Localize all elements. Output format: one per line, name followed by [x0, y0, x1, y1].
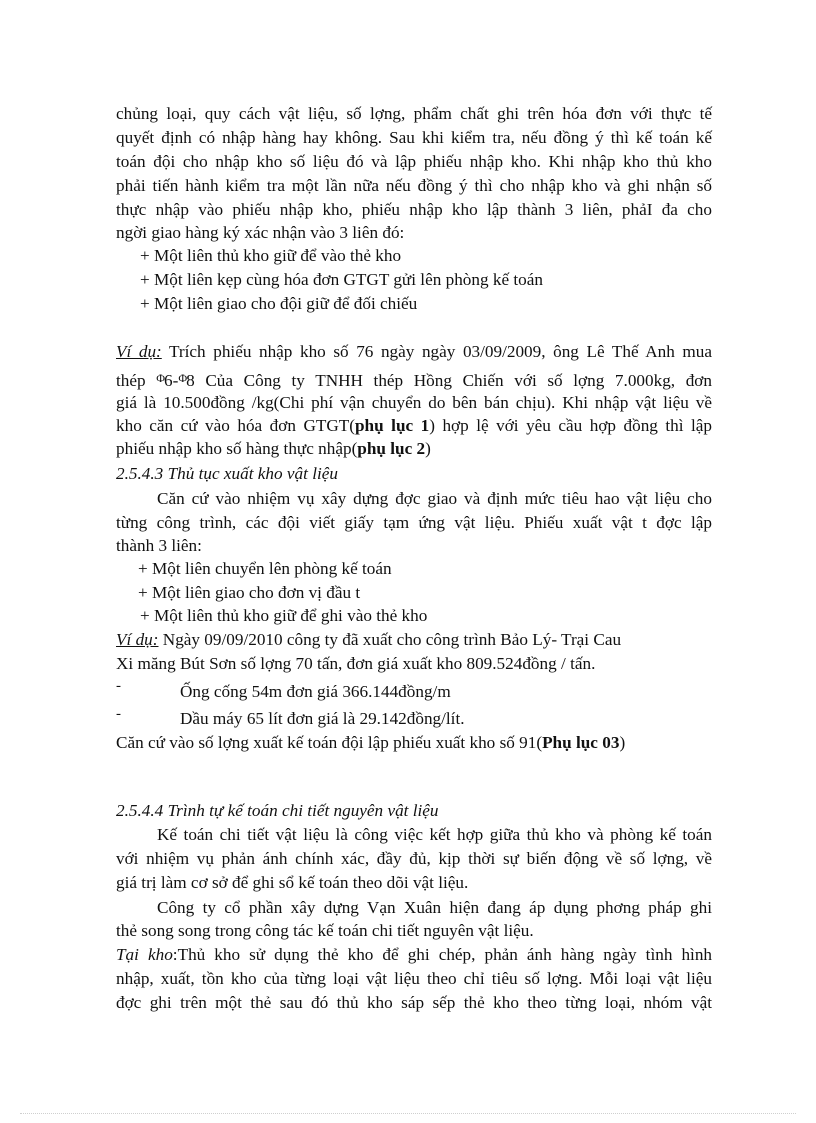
text-line: Công ty cổ phần xây dựng Vạn Xuân hiện đang áp dụng phơng pháp ghi: [157, 898, 712, 917]
text-line: toán đội cho nhập kho số liệu đó và lập phiếu nhập kho. Khi nhập kho thủ kho: [116, 152, 712, 171]
inline-label: Tại kho: [116, 945, 173, 964]
text-line: giá trị làm cơ sở để ghi sổ kế toán theo dõi vật liệu.: [116, 873, 469, 892]
example-label: Ví dụ:: [116, 630, 159, 649]
text-line: thành 3 liên:: [116, 536, 202, 555]
section-heading: 2.5.4.4 Trình tự kế toán chi tiết nguyên vật liệu: [116, 801, 439, 820]
example-text: thép: [116, 371, 157, 390]
example-line: [116, 437, 712, 461]
example-text: kho căn cứ vào hóa đơn GTGT(: [116, 416, 355, 435]
appendix-ref: phụ lục 2: [357, 439, 426, 458]
example-text: Ngày 09/09/2010 công ty đã xuất cho công trình Bảo Lý- Trại Cau: [158, 630, 622, 649]
text-span: :Thủ kho sử dụng thẻ kho để ghi chép, phản ánh hàng ngày tình hình: [172, 945, 713, 964]
text-line: [116, 731, 712, 755]
example-line: giá là 10.500đồng /kg(Chi phí vận chuyển do bên bán chịu). Khi nhập vật liệu về: [116, 393, 712, 412]
text-line: với nhiệm vụ phản ánh chính xác, đầy đủ, kịp thời sự biến động về số lợng, về: [116, 849, 712, 868]
dash-item: Dầu máy 65 lít đơn giá là 29.142đồng/lít.: [180, 709, 465, 728]
list-item: + Một liên giao cho đơn vị đầu t: [138, 583, 361, 602]
appendix-ref: phụ lục 1: [355, 416, 430, 435]
text-line: ngời giao hàng ký xác nhận vào 3 liên đó:: [116, 223, 405, 242]
text-span: ): [619, 733, 626, 752]
list-item: + Một liên thủ kho giữ để vào thẻ kho: [140, 246, 402, 265]
dash-marker: -: [116, 706, 121, 722]
appendix-ref: Phụ lục 03: [542, 733, 620, 752]
example-line: [116, 628, 712, 652]
dash-item: Ống cống 54m đơn giá 366.144đồng/m: [180, 682, 451, 701]
text-line: Kế toán chi tiết vật liệu là công việc kết hợp giữa thủ kho và phòng kế toán: [157, 825, 712, 844]
section-heading: 2.5.4.3 Thủ tục xuất kho vật liệu: [116, 464, 338, 483]
text-line: thẻ song song trong công tác kế toán chi tiết nguyên vật liệu.: [116, 921, 534, 940]
text-line: chủng loại, quy cách vật liệu, số lợng, phẩm chất ghi trên hóa đơn với thực tế: [116, 104, 712, 123]
example-line: Xi măng Bút Sơn số lợng 70 tấn, đơn giá xuất kho 809.524đồng / tấn.: [116, 654, 596, 673]
list-item: + Một liên giao cho đội giữ để đối chiếu: [140, 294, 418, 313]
example-text: ) hợp lệ với yêu cầu hợp đồng thì lập: [429, 416, 713, 435]
example-text: 6-: [164, 371, 179, 390]
example-line: [116, 340, 712, 364]
text-line: từng công trình, các đội viết giấy tạm ứng vật liệu. Phiếu xuất vật t đợc lập: [116, 513, 712, 532]
list-item: + Một liên thủ kho giữ để ghi vào thẻ kho: [140, 606, 428, 625]
list-item: + Một liên kẹp cùng hóa đơn GTGT gửi lên phòng kế toán: [140, 270, 543, 289]
text-line: quyết định có nhập hàng hay không. Sau khi kiểm tra, nếu đồng ý thì kế toán kế: [116, 128, 712, 147]
example-text: phiếu nhập kho số hàng thực nhập(: [116, 439, 358, 458]
dash-marker: -: [116, 678, 121, 694]
text-line: phải tiến hành kiểm tra một lần nữa nếu đồng ý thì cho nhập kho và ghi nhận số: [116, 176, 712, 195]
example-line: [116, 366, 712, 393]
text-line: nhập, xuất, tồn kho của từng loại vật liệu theo chỉ tiêu số lợng. Mỗi loại vật liệu: [116, 969, 712, 988]
example-text: Trích phiếu nhập kho số 76 ngày ngày 03/09/2009, ông Lê Thế Anh mua: [161, 342, 712, 361]
example-text: 8 Của Công ty TNHH thép Hồng Chiến với số lợng 7.000kg, đơn: [186, 371, 712, 390]
text-line: đợc ghi trên một thẻ sau đó thủ kho sáp sếp thẻ kho theo từng loại, nhóm vật: [116, 993, 712, 1012]
list-item: + Một liên chuyển lên phòng kế toán: [138, 559, 392, 578]
text-line: [116, 943, 712, 967]
phi-symbol: Φ: [156, 371, 164, 385]
text-line: Căn cứ vào nhiệm vụ xây dựng đợc giao và định mức tiêu hao vật liệu cho: [157, 489, 712, 508]
text-span: Căn cứ vào số lợng xuất kế toán đội lập phiếu xuất kho số 91(: [116, 733, 543, 752]
text-line: thực nhập vào phiếu nhập kho, phiếu nhập kho lập thành 3 liên, phảI đa cho: [116, 200, 712, 219]
example-label: Ví dụ:: [116, 342, 162, 361]
page-footer-rule: [20, 1113, 796, 1114]
example-line: [116, 414, 712, 438]
phi-symbol: Φ: [178, 371, 187, 385]
example-text: ): [425, 439, 431, 458]
